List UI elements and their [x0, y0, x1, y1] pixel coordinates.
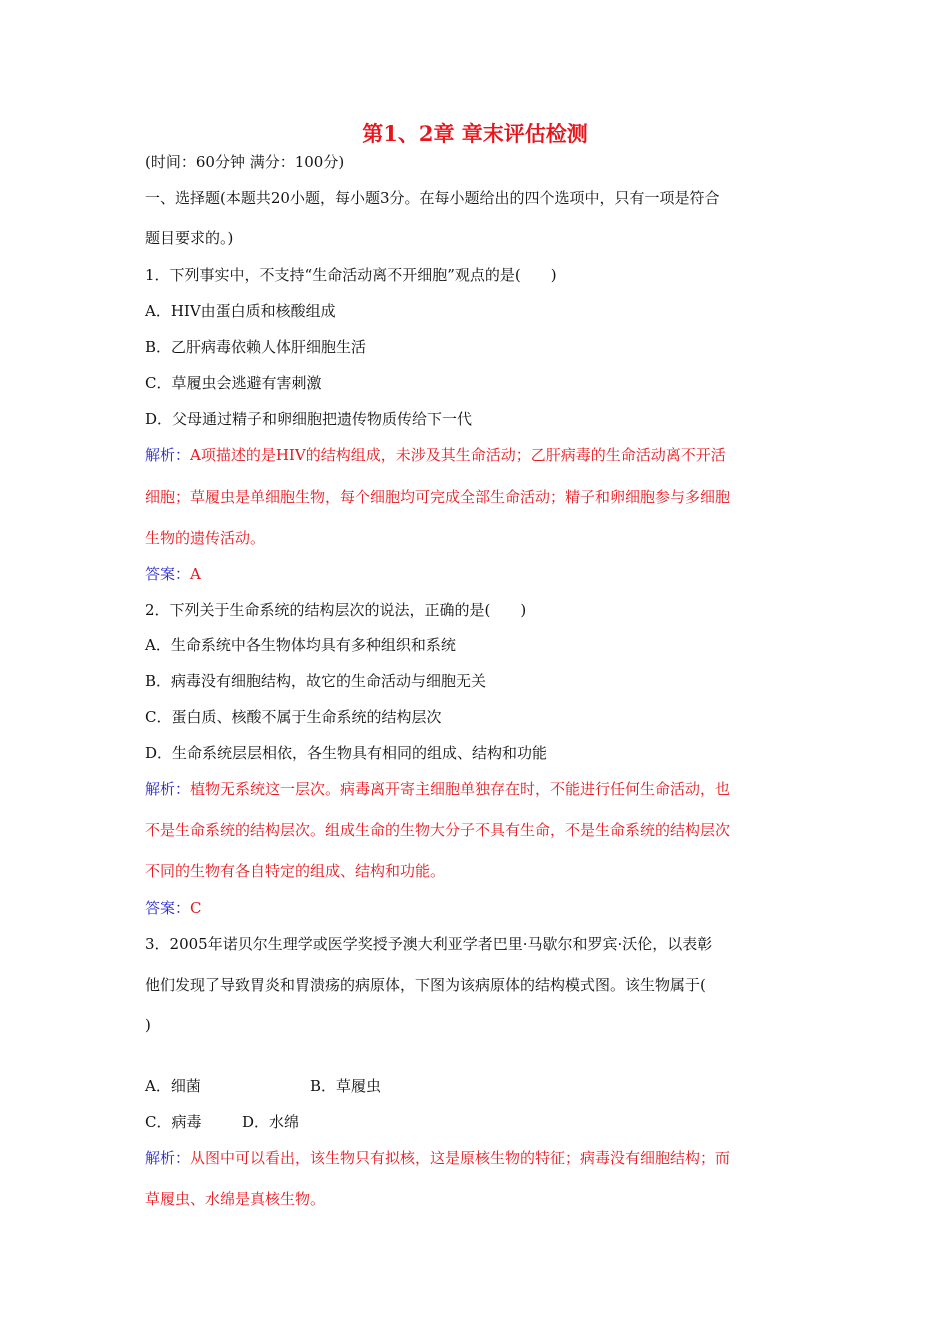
q1-stem: 1．下列事实中，不支持“生命活动离不开细胞”观点的是( ): [145, 266, 557, 284]
q1-answer: [145, 564, 825, 584]
q3-stem-line-1: 3．2005年诺贝尔生理学或医学奖授予澳大利亚学者巴里·马歇尔和罗宾·沃伦，以表彰: [145, 935, 713, 953]
q3-option-c: C．病毒: [145, 1113, 202, 1131]
q2-answer-label: 答案：: [145, 899, 191, 917]
q3-analysis-text-1: 从图中可以看出，该生物只有拟核，这是原核生物的特征；病毒没有细胞结构；而: [190, 1149, 731, 1167]
exam-meta: (时间：60分钟 满分：100分): [145, 153, 345, 171]
q2-analysis-text-1: 植物无系统这一层次。病毒离开寄主细胞单独存在时，不能进行任何生命活动，也: [190, 780, 731, 798]
q1-option-a: A．HIV由蛋白质和核酸组成: [145, 302, 336, 320]
q2-analysis-label: 解析：: [145, 780, 191, 798]
q2-analysis-line-2: 不是生命系统的结构层次。组成生命的生物大分子不具有生命，不是生命系统的结构层次: [145, 821, 731, 839]
q3-options-row-2: [145, 1112, 825, 1132]
q1-analysis-line-3: 生物的遗传活动。: [145, 529, 266, 547]
section-heading-line-1: 一、选择题(本题共20小题，每小题3分。在每小题给出的四个选项中，只有一项是符合: [145, 189, 720, 207]
q3-analysis-line-2: 草履虫、水绵是真核生物。: [145, 1190, 326, 1208]
q1-option-d: D．父母通过精子和卵细胞把遗传物质传给下一代: [145, 410, 473, 428]
q2-option-b: B．病毒没有细胞结构，故它的生命活动与细胞无关: [145, 672, 487, 690]
q2-answer: [145, 898, 825, 918]
q3-analysis-label: 解析：: [145, 1149, 191, 1167]
q1-analysis-line-2: 细胞；草履虫是单细胞生物，每个细胞均可完成全部生命活动；精子和卵细胞参与多细胞: [145, 488, 731, 506]
q1-analysis-label: 解析：: [145, 446, 191, 464]
q3-stem-line-3: ): [145, 1016, 151, 1034]
q2-analysis-line-3: 不同的生物有各自特定的组成、结构和功能。: [145, 862, 446, 880]
q3-option-d: D．水绵: [242, 1113, 300, 1131]
q3-option-b: B．草履虫: [310, 1077, 382, 1095]
section-heading-line-2: 题目要求的。): [145, 229, 234, 247]
q1-answer-label: 答案：: [145, 565, 191, 583]
q2-stem: 2．下列关于生命系统的结构层次的说法，正确的是( ): [145, 601, 527, 619]
q1-option-c: C．草履虫会逃避有害刺激: [145, 374, 322, 392]
q3-stem-line-2: 他们发现了导致胃炎和胃溃疡的病原体，下图为该病原体的结构模式图。该生物属于(: [145, 976, 706, 994]
q2-option-d: D．生命系统层层相依，各生物具有相同的组成、结构和功能: [145, 744, 548, 762]
q1-analysis-text-1: A项描述的是HIV的结构组成，未涉及其生命活动；乙肝病毒的生命活动离不开活: [190, 446, 726, 464]
q2-option-a: A．生命系统中各生物体均具有多种组织和系统: [145, 636, 456, 654]
q1-analysis-line-1: [145, 445, 825, 465]
q3-option-a: A．细菌: [145, 1077, 201, 1095]
q1-answer-value: A: [190, 565, 201, 583]
q2-option-c: C．蛋白质、核酸不属于生命系统的结构层次: [145, 708, 442, 726]
q3-options-row-1: [145, 1076, 825, 1096]
q1-option-b: B．乙肝病毒依赖人体肝细胞生活: [145, 338, 367, 356]
page-title: 第1、2章 章末评估检测: [362, 121, 588, 146]
q2-answer-value: C: [190, 899, 202, 917]
q2-analysis-line-1: [145, 779, 825, 799]
q3-analysis-line-1: [145, 1148, 825, 1168]
